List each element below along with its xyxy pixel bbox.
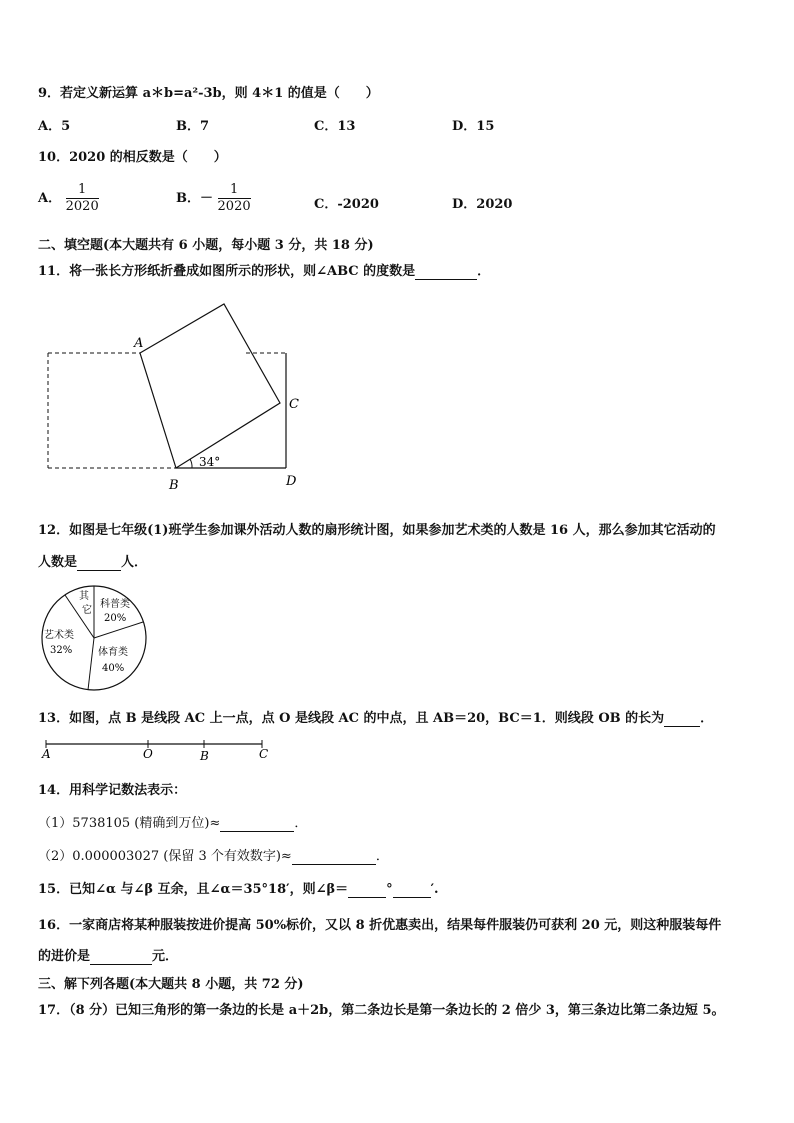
- q14-part-1: [38, 812, 307, 832]
- q11-figure: [30, 295, 320, 500]
- q12-art-pct: 32%: [50, 645, 73, 656]
- q13-label-o: O: [143, 747, 153, 761]
- question-10-stem: 10．2020 的相反数是（ ）: [38, 150, 227, 165]
- q13-end: ．: [700, 711, 714, 726]
- q10-option-a: [38, 182, 99, 215]
- q15-minute-sign: ′.: [430, 882, 439, 897]
- q11-angle-arc: [190, 459, 192, 468]
- q12-divider-bottom: [88, 638, 94, 690]
- q13-answer-blank: [664, 711, 700, 727]
- q15-degree-blank: [348, 882, 386, 898]
- q10-b-denominator: 2020: [217, 199, 251, 214]
- q12-pe-pct: 40%: [102, 663, 125, 674]
- q12-art-label: 艺术类: [44, 630, 74, 641]
- q12-pe-label: 体育类: [98, 647, 128, 658]
- q10-option-d: D．2020: [452, 197, 513, 212]
- q13-label-c: C: [259, 747, 269, 761]
- q11-end: ．: [477, 264, 491, 279]
- q12-other-label-2: 它: [82, 605, 92, 616]
- section-3-heading: 三、解下列各题(本大题共 8 小题，共 72 分): [38, 977, 304, 992]
- q12-answer-blank: [77, 555, 121, 571]
- question-11: [38, 260, 490, 280]
- q11-answer-blank: [415, 264, 477, 280]
- q12-line-2: [38, 551, 147, 571]
- q14-part-1-text: （1）5738105 (精确到万位)≈: [38, 816, 221, 831]
- q14-part-2: [38, 845, 389, 865]
- q16-line-1: 16．一家商店将某种服装按进价提高 50%标价，又以 8 折优惠卖出，结果每件服装仍可获利 20 元，则这种服装每件: [38, 918, 722, 933]
- q10-option-b: [176, 182, 251, 215]
- q16-answer-blank: [90, 949, 152, 965]
- q10-option-b-label: B．－: [176, 191, 213, 206]
- q12-line-1: 12．如图是七年级(1)班学生参加课外活动人数的扇形统计图，如果参加艺术类的人数是 16 人，那么参加其它活动的: [38, 523, 716, 538]
- q9-option-b: B．7: [176, 119, 210, 134]
- q9-option-a: A．5: [38, 119, 71, 134]
- q13-label-a: A: [42, 747, 51, 761]
- q14-part-2-end: ．: [375, 849, 389, 864]
- q11-folded-square: [140, 304, 280, 468]
- q11-label-c: C: [289, 397, 299, 412]
- q9-option-d: D．15: [452, 119, 495, 134]
- q15-stem: 15．已知∠α 与∠β 互余，且∠α＝35°18′，则∠β＝: [38, 882, 349, 897]
- q16-line-2: [38, 945, 178, 965]
- q10-b-numerator: 1: [218, 182, 251, 199]
- question-15: [38, 878, 439, 898]
- q12-sci-pct: 20%: [104, 613, 127, 624]
- question-14-stem: 14．用科学记数法表示：: [38, 783, 187, 798]
- q16-line-2-post: 元．: [152, 949, 179, 964]
- q9-option-c: C．13: [314, 119, 356, 134]
- question-9-stem: 9．若定义新运算 a＊b=a²-3b，则 4＊1 的值是（ ）: [38, 86, 379, 101]
- q11-label-b: B: [169, 478, 179, 493]
- q10-option-a-label: A．: [38, 191, 62, 206]
- q10-a-denominator: 2020: [65, 199, 99, 214]
- q13-stem: 13．如图，点 B 是线段 AC 上一点，点 O 是线段 AC 的中点，且 AB＝20，BC＝1．则线段 OB 的长为: [38, 711, 665, 726]
- q11-angle-label: 34°: [199, 455, 221, 469]
- q12-divider-right: [94, 622, 143, 638]
- q12-line-2-pre: 人数是: [38, 555, 78, 570]
- q11-label-d: D: [286, 474, 297, 489]
- q14-part-2-blank: [292, 849, 376, 865]
- q10-option-c: C．-2020: [314, 197, 379, 212]
- q12-sci-label: 科普类: [100, 599, 130, 610]
- q14-part-2-text: （2）0.000003027 (保留 3 个有效数字)≈: [38, 849, 292, 864]
- q10-a-numerator: 1: [66, 182, 99, 199]
- q14-part-1-end: ．: [294, 816, 308, 831]
- section-2-heading: 二、填空题(本大题共有 6 小题，每小题 3 分，共 18 分): [38, 238, 374, 253]
- q15-degree-sign: °: [386, 882, 393, 897]
- q12-other-label-1: 其: [79, 591, 89, 602]
- q14-part-1-blank: [220, 816, 294, 832]
- question-17-stem: 17．（8 分）已知三角形的第一条边的长是 a＋2b，第二条边长是第一条边长的 2 倍少 3，第三条边比第二条边短 5。: [38, 1003, 725, 1018]
- q11-stem: 11．将一张长方形纸折叠成如图所示的形状，则∠ABC 的度数是: [38, 264, 416, 279]
- q12-line-2-post: 人．: [121, 555, 148, 570]
- q15-minute-blank: [393, 882, 431, 898]
- q10-option-a-fraction: [66, 182, 99, 215]
- q10-option-b-fraction: [218, 182, 251, 215]
- q12-pie-chart: [34, 583, 154, 695]
- q11-label-a: A: [134, 336, 144, 351]
- q16-line-2-pre: 的进价是: [38, 949, 91, 964]
- question-13: [38, 707, 713, 727]
- q13-label-b: B: [200, 749, 209, 763]
- q13-figure: [36, 733, 276, 763]
